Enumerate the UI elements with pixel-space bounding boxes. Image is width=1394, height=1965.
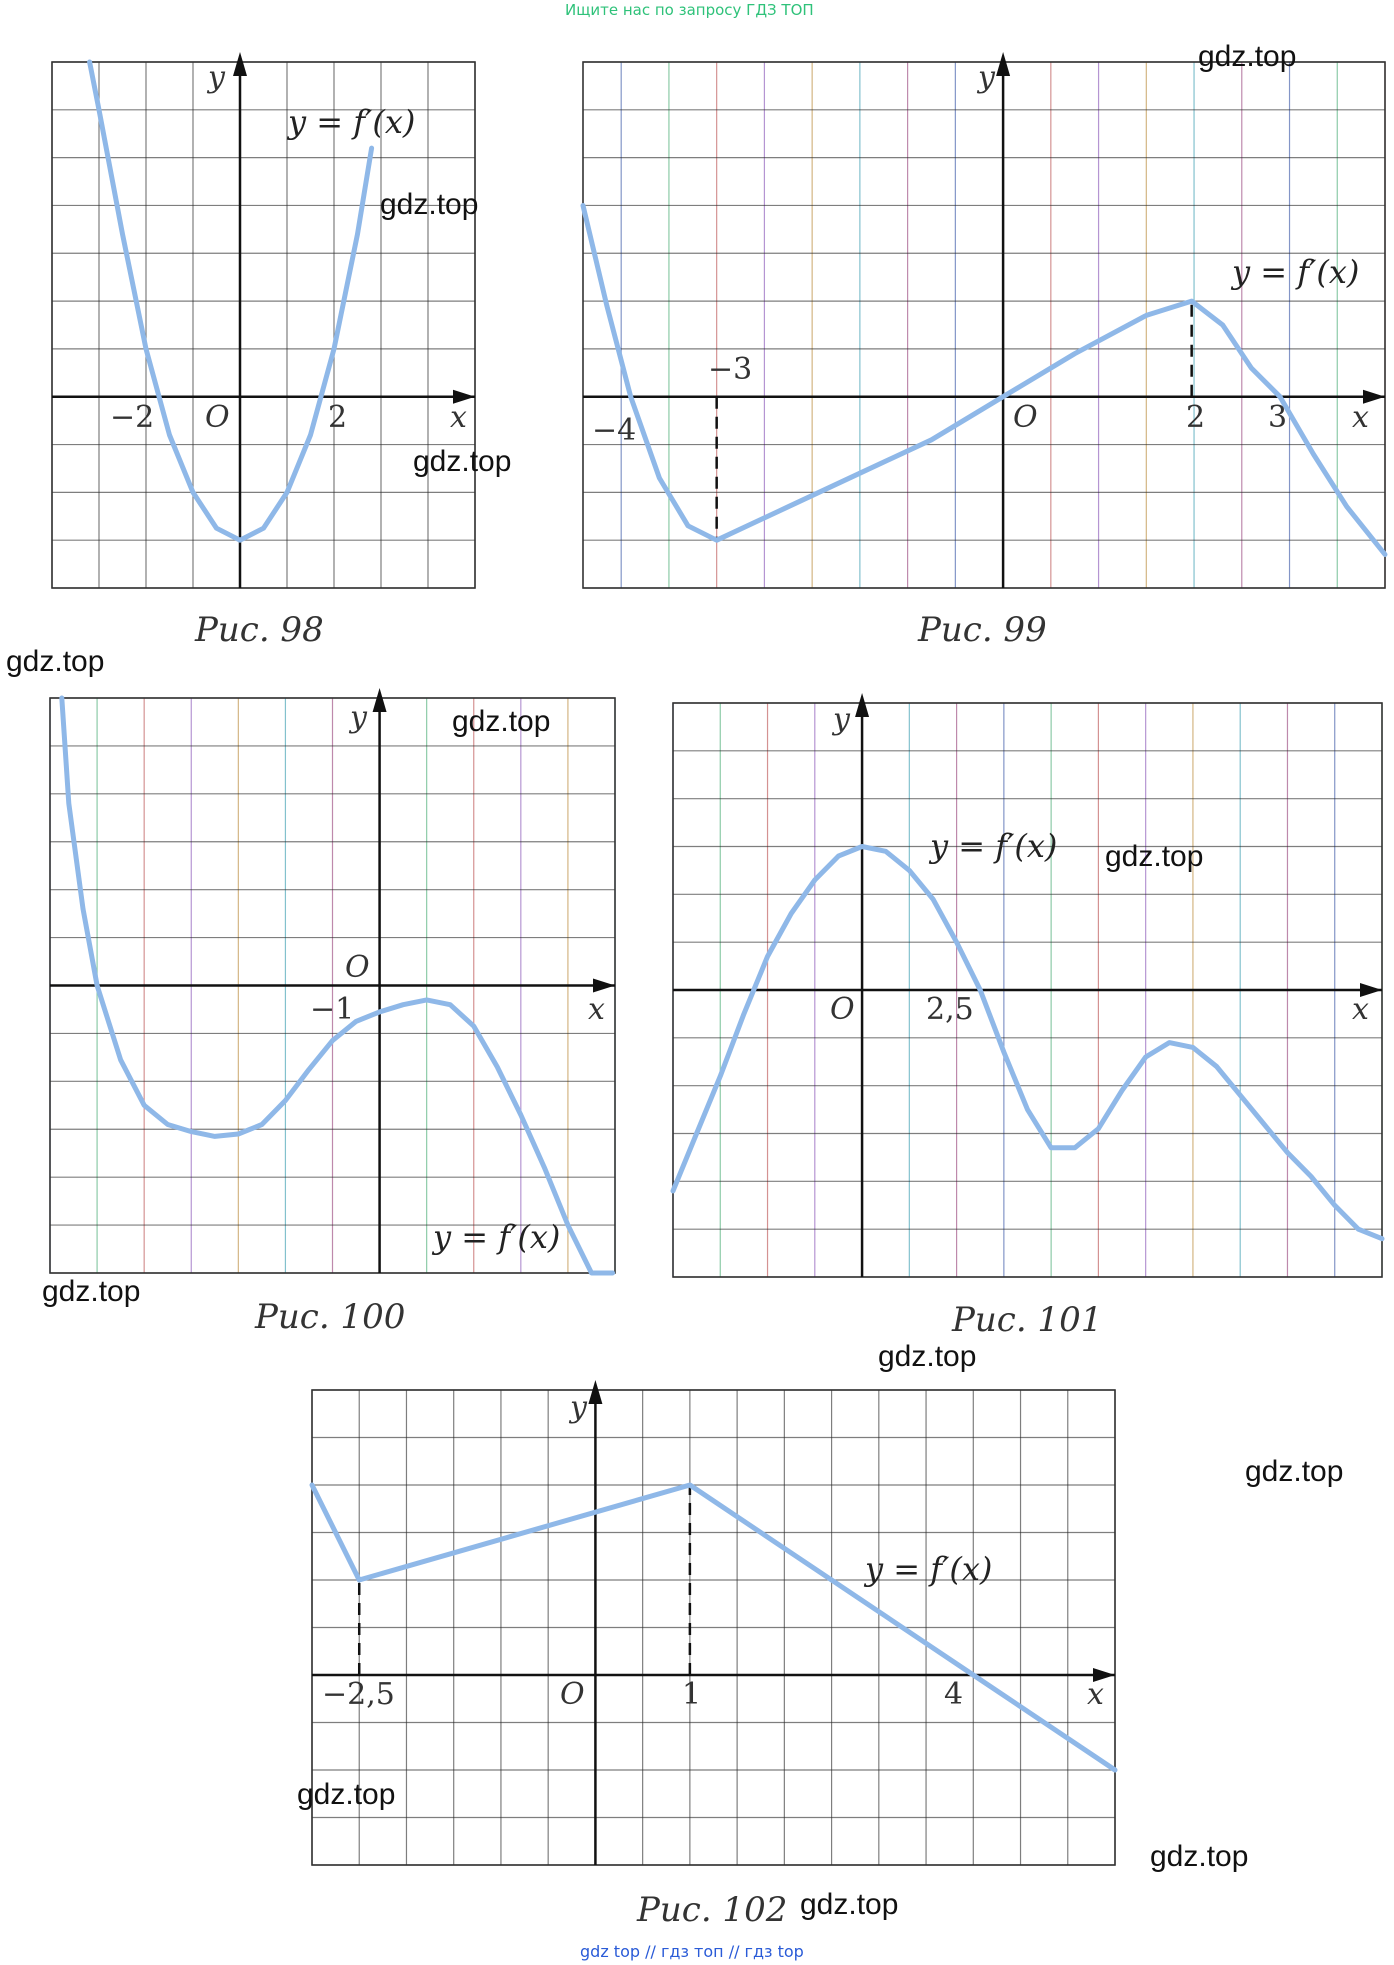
watermark-3: gdz.top [413, 445, 512, 478]
watermark-4: gdz.top [6, 645, 105, 678]
chart-1-tick-label: 2 [328, 400, 348, 435]
chart-2-tick-label: 3 [1268, 400, 1288, 435]
chart-5-tick-label: 4 [944, 1677, 964, 1712]
chart-1-tick-label: −2 [110, 400, 155, 435]
chart-3-y-arrow [373, 688, 387, 712]
chart-4-function-label: y = f′(x) [930, 827, 1058, 865]
chart-2-tick-label: −3 [708, 352, 753, 387]
chart-2-tick-label: −4 [592, 413, 637, 448]
chart-4-origin-label: O [830, 992, 855, 1027]
chart-3-x-label: x [588, 992, 605, 1027]
chart-5-x-label: x [1087, 1677, 1104, 1712]
chart-1-function-label: y = f′(x) [288, 103, 416, 141]
chart-4-x-label: x [1352, 992, 1369, 1027]
chart-2-x-label: x [1352, 400, 1369, 435]
chart-3-caption: Рис. 100 [255, 1297, 406, 1337]
chart-2-y-label: y [978, 60, 995, 95]
chart-5-y-arrow [588, 1380, 602, 1404]
watermark-6: gdz.top [1105, 840, 1204, 873]
top-banner[interactable]: Ищите нас по запросу ГДЗ ТОП [565, 1, 814, 19]
chart-1-x-label: x [450, 400, 467, 435]
watermark-9: gdz.top [1245, 1455, 1344, 1488]
chart-4-caption: Рис. 101 [952, 1300, 1103, 1340]
watermark-10: gdz.top [297, 1778, 396, 1811]
chart-3-y-label: y [350, 700, 367, 735]
chart-4-y-arrow [855, 693, 869, 717]
watermark-1: gdz.top [1198, 40, 1297, 73]
watermark-8: gdz.top [878, 1340, 977, 1373]
footer-links[interactable]: gdz top // гдз топ // гдз top [580, 1942, 804, 1961]
chart-5-tick-label: −2,5 [322, 1677, 395, 1712]
chart-1-origin-label: O [205, 400, 230, 435]
watermark-12: gdz.top [800, 1888, 899, 1921]
chart-1-y-arrow [233, 52, 247, 76]
chart-3-origin-label: O [345, 950, 370, 985]
watermark-2: gdz.top [380, 188, 479, 221]
chart-5-origin-label: O [560, 1677, 585, 1712]
chart-5-function-label: y = f′(x) [865, 1550, 993, 1588]
watermark-11: gdz.top [1150, 1840, 1249, 1873]
chart-2-caption: Рис. 99 [918, 610, 1047, 650]
chart-1-caption: Рис. 98 [195, 610, 324, 650]
chart-2-function-label: y = f′(x) [1232, 253, 1360, 291]
chart-2-frame [583, 62, 1385, 588]
chart-5-tick-label: 1 [682, 1677, 702, 1712]
chart-4-curve [673, 847, 1382, 1239]
watermark-7: gdz.top [42, 1275, 141, 1308]
chart-2-y-arrow [996, 52, 1010, 76]
chart-4-tick-label: 2,5 [926, 992, 974, 1027]
chart-3-function-label: y = f′(x) [433, 1218, 561, 1256]
chart-3-x-arrow [593, 979, 615, 993]
chart-2-tick-label: 2 [1186, 400, 1206, 435]
chart-3-tick-label: −1 [310, 992, 355, 1027]
chart-5-y-label: y [570, 1390, 587, 1425]
chart-1-y-label: y [208, 60, 225, 95]
chart-2-origin-label: O [1013, 400, 1038, 435]
chart-5-caption: Рис. 102 [637, 1890, 788, 1930]
watermark-5: gdz.top [452, 705, 551, 738]
chart-4-y-label: y [833, 702, 850, 737]
